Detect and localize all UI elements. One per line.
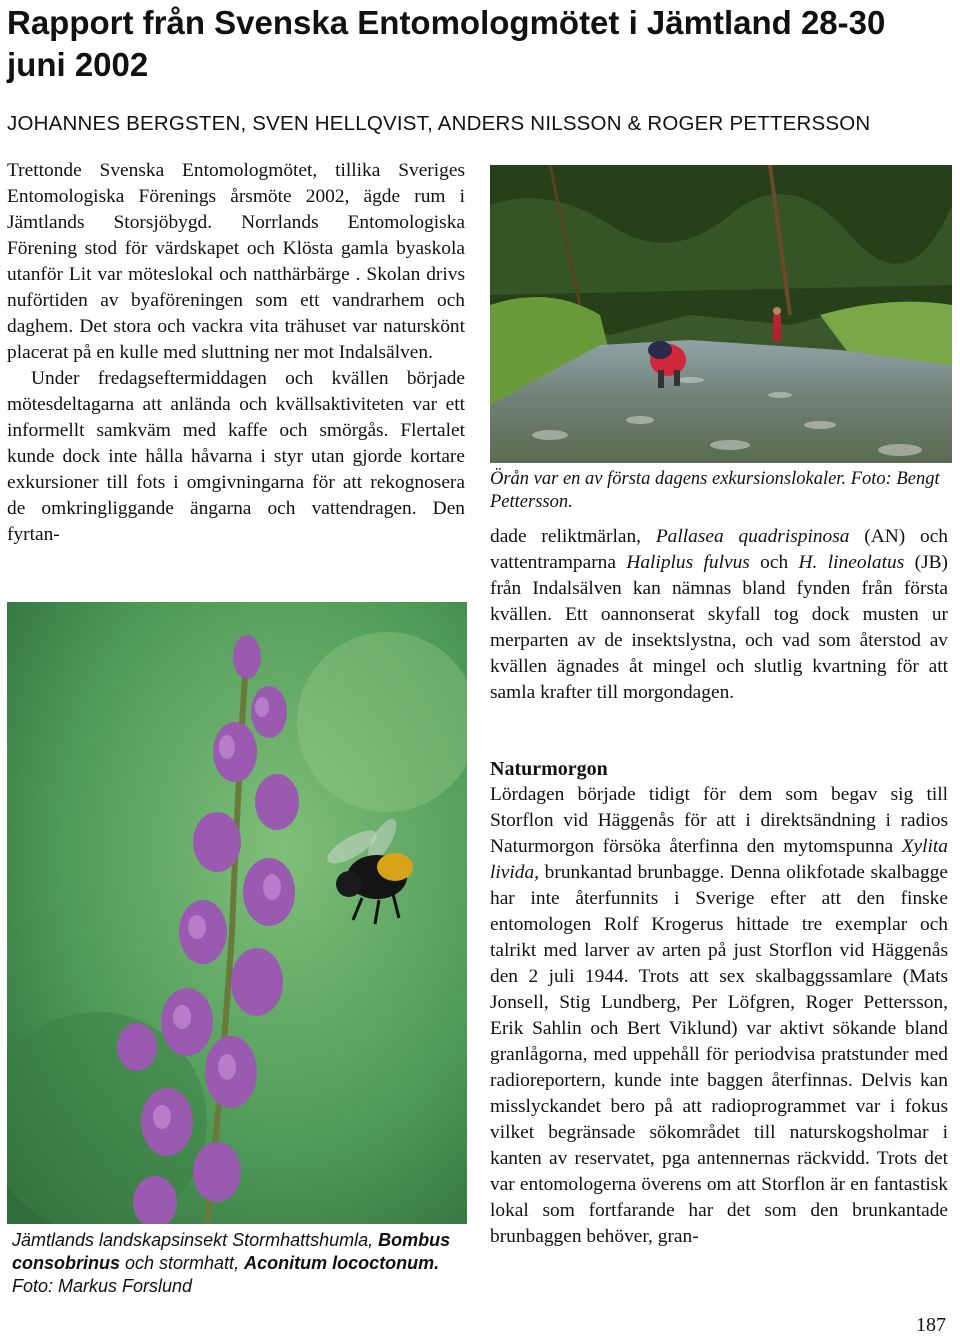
evening-paragraph: dade reliktmärlan, Pallasea quadrispinosa (AN) och vattentramparna Haliplus fulvus och H. lineolatus (JB) från Indalsälven kan nämnas bland fynden från första kvällen. Ett oannonserat skyfall tog dock musten ur merparten av de insektslystna, och vad som återstod av kvällen ägnades åt mingel och slutlig kvartning för att samla krafter till morgondagen. (490, 526, 949, 703)
right-column-top (490, 524, 948, 706)
author-list: JOHANNES BERGSTEN, SVEN HELLQVIST, ANDERS NILSSON & ROGER PETTERSSON (7, 112, 871, 135)
page-number: 187 (916, 1314, 946, 1336)
section-heading: Naturmorgon (490, 758, 608, 780)
bumblebee-photo (7, 602, 467, 1224)
friday-paragraph: Under fredagseftermiddagen och kvällen började mötesdeltagarna att anlända och kvällsaktiviteten var ett informellt samkväm med kaffe och smörgås. Flertalet kunde dock inte hålla håvarna i styr utan gjorde kortare exkursioner till fots i omgivningarna för att rekognosera de omkringliggande ängarna och vattendragen. Den fyrtan- (7, 368, 465, 545)
river-photo-caption: Örån var en av första dagens exkursionslokaler. Foto: Bengt Pettersson. (490, 469, 940, 512)
species-name: Xylita livida, (490, 836, 948, 883)
right-column-section (490, 756, 948, 1250)
naturmorgon-paragraph: Lördagen började tidigt för dem som begav sig till Storflon vid Häggenås för att i direktsändning i radios Naturmorgon försöka återfinna den mytomspunna Xylita livida, brunkantad brunbagge. Denna olikfotade skalbagge har inte återfunnits i Sverige efter att den finske entomologen Rolf Krogerus hittade tre exemplar och talrikt med larver av arten på just Storflon vid Häggenås den 2 juli 1944. Trots att sex skalbaggssamlare (Mats Jonsell, Stig Lundberg, Per Löfgren, Roger Pettersson, Erik Sahlin och Bert Viklund) var aktivt sökande bland granlågorna, med uppehåll för periodvisa pratstunder med radioreportern, kunde inte baggen återfinnas. Delvis kan misslyckandet bero på att radioprogrammet var i fokus vilket begränsade sökområdet till naturskogsholmar i kanten av reservatet, pga antennernas räckvidd. Trots det var entomologerna överens om att Storflon är en fantastisk lokal som fortfarande har det som den brunkantade brunbaggen behöver, gran- (490, 784, 948, 1247)
river-photo (490, 165, 952, 463)
article-title: Rapport från Svenska Entomologmötet i Jämtland 28-30 juni 2002 (7, 4, 886, 83)
bumblebee-photo-caption: Jämtlands landskapsinsekt Stormhattshumla, Bombus consobrinus och stormhatt, Aconitum lococtonum. Foto: Markus Forslund (12, 1230, 451, 1296)
species-name: Haliplus fulvus (626, 552, 750, 573)
left-column (7, 158, 465, 548)
species-name: Aconitum lococtonum. (244, 1253, 440, 1273)
species-name: H. lineolatus (798, 552, 905, 573)
species-name: Bombus consobrinus (12, 1230, 451, 1273)
intro-paragraph: Trettonde Svenska Entomologmötet, tillika Sveriges Entomologiska Förenings årsmöte 2002, ägde rum i Jämtlands Storsjöbygd. Norrlands Entomologiska Förening stod för värdskapet och Klösta gamla byaskola utanför Lit var möteslokal och natthärbärge . Skolan drivs nuförtiden av byaföreningen som ett vandrarhem och daghem. Det stora och vackra vita trähuset var naturskönt placerat på en kulle med sluttning ner mot Indalsälven. (7, 160, 465, 363)
species-name: Pallasea quadrispinosa (655, 526, 850, 547)
